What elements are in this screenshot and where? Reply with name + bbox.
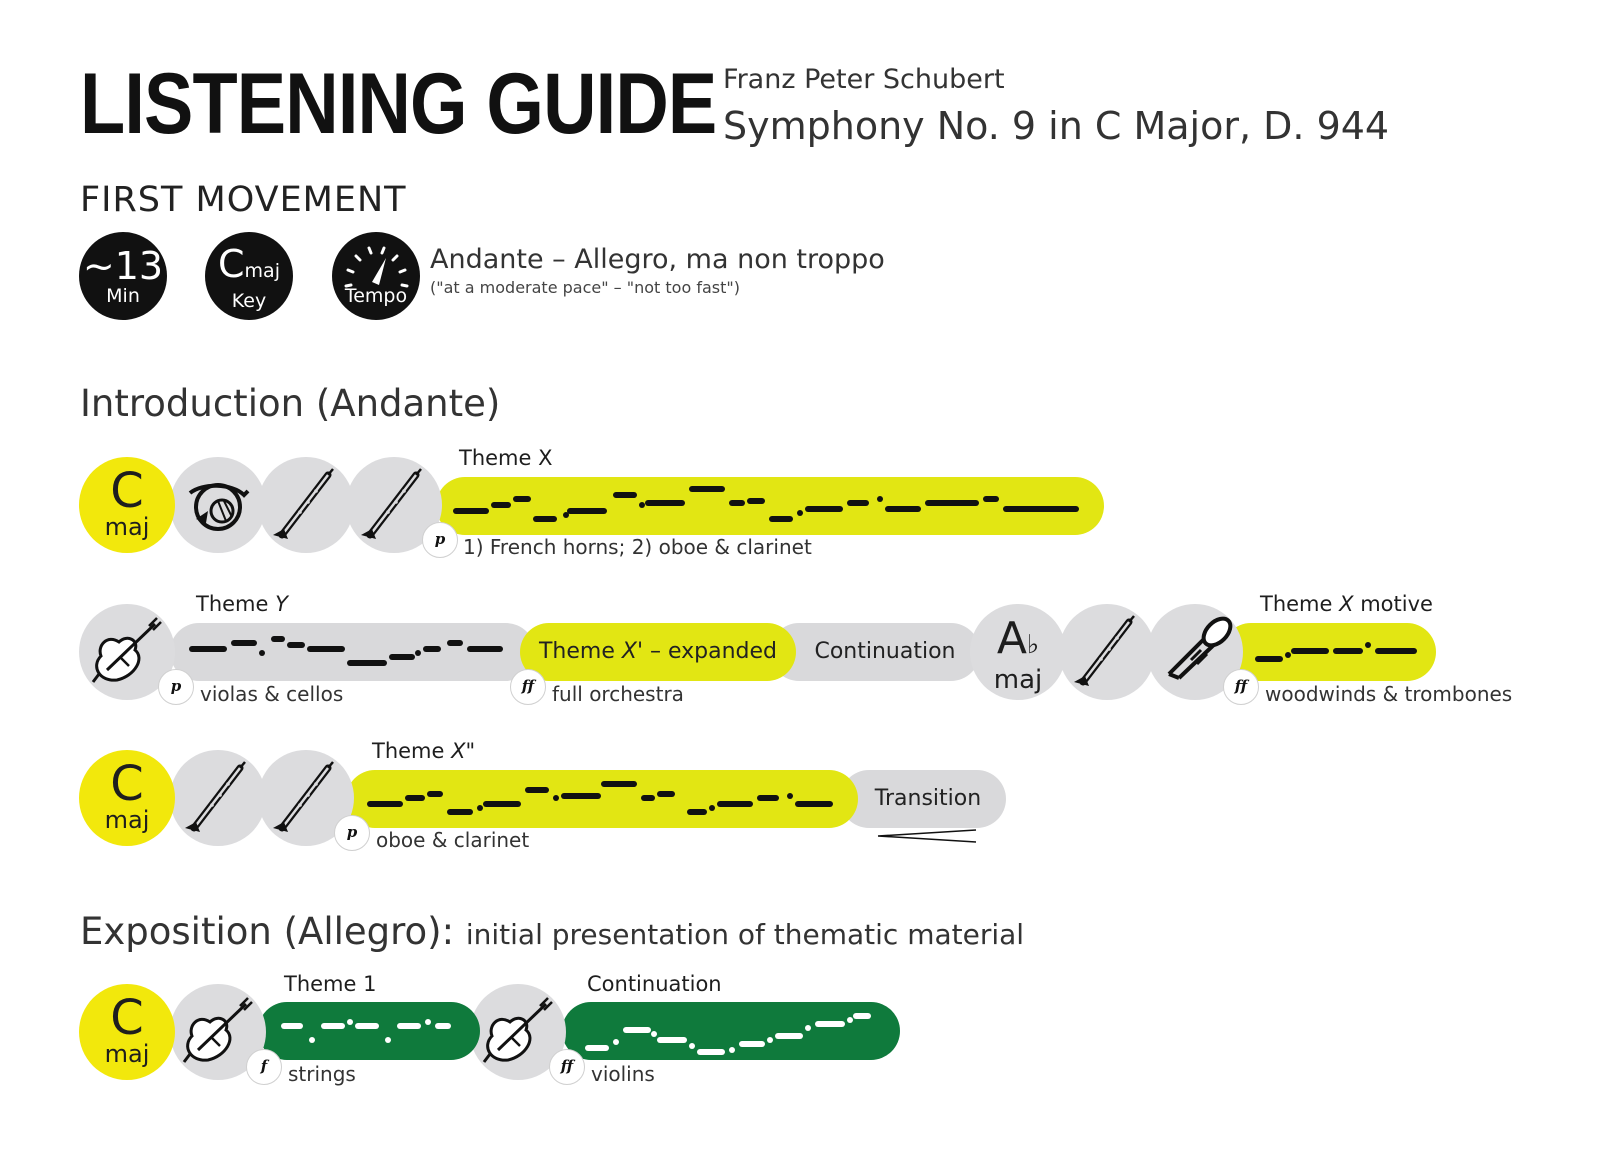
duration-value: ~13 bbox=[82, 244, 164, 288]
theme-y-bar bbox=[170, 623, 535, 681]
theme-x-motive-bar bbox=[1222, 623, 1436, 681]
work-title: Symphony No. 9 in C Major, D. 944 bbox=[723, 104, 1390, 148]
theme-x2-melody bbox=[346, 770, 858, 828]
key-c-major-3 bbox=[79, 984, 175, 1080]
clarinet-icon bbox=[1059, 604, 1155, 700]
key-letter: A♭ bbox=[996, 613, 1040, 664]
instrumentation-note: violas & cellos bbox=[200, 682, 344, 706]
dynamic-marking: p bbox=[334, 815, 370, 851]
key-badge-mode: maj bbox=[244, 260, 280, 282]
dynamic-marking: p bbox=[422, 522, 458, 558]
key-c-major-1 bbox=[79, 457, 175, 553]
oboe-icon bbox=[170, 750, 266, 846]
continuation-label: Continuation bbox=[814, 639, 956, 664]
introduction-heading: Introduction (Andante) bbox=[80, 382, 501, 425]
theme-1-bar bbox=[258, 1002, 480, 1060]
instrumentation-note: oboe & clarinet bbox=[376, 828, 530, 852]
key-letter: C bbox=[110, 990, 144, 1046]
duration-label: Min bbox=[106, 285, 140, 307]
theme-x-expanded-label: Theme X' – expanded bbox=[538, 639, 778, 664]
instrumentation-note: 1) French horns; 2) oboe & clarinet bbox=[463, 535, 812, 559]
dynamic-marking: ff bbox=[1223, 669, 1259, 705]
tempo-translation: ("at a moderate pace" – "not too fast") bbox=[430, 278, 740, 297]
theme-1-label: Theme 1 bbox=[284, 972, 377, 996]
continuation-label: Continuation bbox=[587, 972, 722, 996]
key-badge bbox=[205, 232, 293, 320]
exposition-heading: Exposition (Allegro): initial presentation of thematic material bbox=[80, 910, 1025, 953]
theme-x-melody bbox=[436, 477, 1104, 535]
key-letter: C bbox=[110, 463, 144, 519]
dynamic-marking: ff bbox=[510, 669, 546, 705]
theme-x2-bar bbox=[346, 770, 858, 828]
key-c-major-2 bbox=[79, 750, 175, 846]
theme-x-label: Theme X bbox=[459, 446, 553, 470]
theme-x-motive-melody bbox=[1222, 623, 1436, 681]
key-mode: maj bbox=[993, 665, 1043, 695]
instrument-clarinet-2 bbox=[1059, 604, 1155, 700]
theme-x2-label: Theme X" bbox=[372, 739, 476, 763]
tempo-badge-label: Tempo bbox=[344, 285, 408, 307]
theme-x-expanded-bar bbox=[520, 623, 796, 681]
page-title: LISTENING GUIDE bbox=[80, 56, 717, 152]
instrument-horn bbox=[170, 457, 266, 553]
composer-name: Franz Peter Schubert bbox=[723, 64, 1005, 95]
tempo-badge bbox=[332, 232, 420, 320]
duration-badge bbox=[79, 232, 167, 320]
diminuendo-icon bbox=[876, 828, 980, 844]
continuation-bar bbox=[770, 623, 980, 681]
key-mode: maj bbox=[104, 513, 150, 541]
oboe-icon bbox=[258, 457, 354, 553]
exposition-subheading: initial presentation of thematic material bbox=[465, 918, 1025, 951]
key-letter: C bbox=[110, 756, 144, 812]
instrumentation-note: woodwinds & trombones bbox=[1265, 682, 1513, 706]
instrument-oboe-2 bbox=[170, 750, 266, 846]
theme-y-label: Theme Y bbox=[196, 592, 288, 616]
transition-bar bbox=[840, 770, 1006, 828]
instrumentation-note: full orchestra bbox=[552, 682, 684, 706]
instrumentation-note: violins bbox=[591, 1062, 655, 1086]
key-a-flat-major bbox=[970, 604, 1066, 700]
theme-1-melody bbox=[258, 1002, 480, 1060]
key-badge-letter: C bbox=[218, 242, 245, 286]
theme-y-melody bbox=[170, 623, 535, 681]
tempo-marking: Andante – Allegro, ma non troppo bbox=[430, 244, 885, 275]
transition-label: Transition bbox=[874, 786, 982, 811]
theme-x-bar bbox=[436, 477, 1104, 535]
exposition-continuation-melody bbox=[562, 1002, 900, 1060]
dynamic-marking: ff bbox=[549, 1049, 585, 1085]
french-horn-icon bbox=[170, 457, 266, 553]
dynamic-marking: f bbox=[246, 1049, 282, 1085]
key-mode: maj bbox=[104, 806, 150, 834]
key-badge-label: Key bbox=[231, 290, 267, 312]
movement-title: FIRST MOVEMENT bbox=[80, 180, 407, 220]
instrument-oboe-1 bbox=[258, 457, 354, 553]
dynamic-marking: p bbox=[158, 669, 194, 705]
key-mode: maj bbox=[104, 1040, 150, 1068]
instrumentation-note: strings bbox=[288, 1062, 356, 1086]
exposition-continuation-bar bbox=[562, 1002, 900, 1060]
theme-x-motive-label: Theme X motive bbox=[1260, 592, 1433, 616]
